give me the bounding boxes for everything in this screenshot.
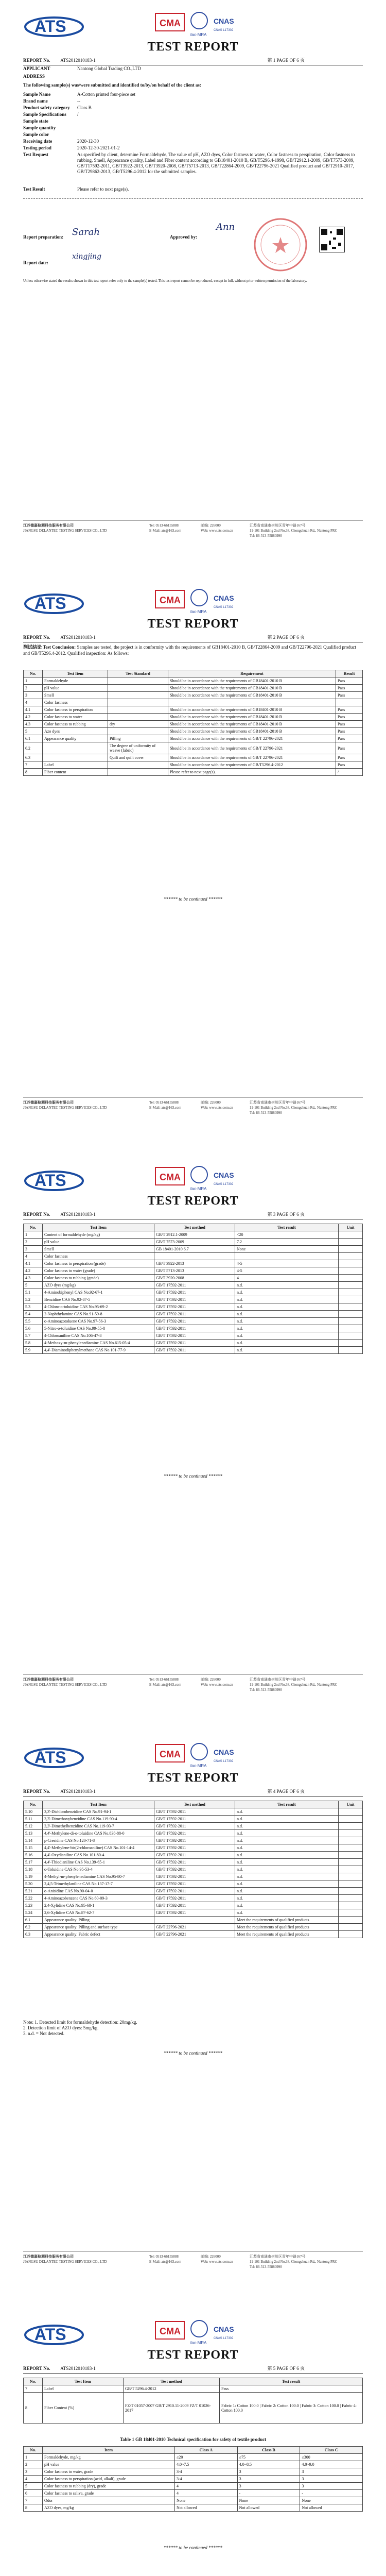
svg-text:CNAS L17302: CNAS L17302 [214,1760,234,1763]
svg-text:ATS: ATS [34,1748,66,1767]
table-row: 5.16 4,4'-Oxydianiline CAS No.101-80-4 GB/T 17592-2011 n.d. [24,1852,363,1859]
ilac-mra-icon [188,1740,211,1770]
test-result-table-2: No. Test Item Test method Test result Unit 5.10 3,3'-Dichlorobenzidine CAS No.91-94-1 GB/T 17592-2011 n.d. 5.11 3,3'-Dimethoxybenzidine CAS No.119-90-4 GB/T 17592-2011 n.d. 5.12 3,3'-Dimethylbenzidine CAS No.119-93-7 GB/T 17592-2011 n.d. 5.13 4,4'-Methylene-di-o-toluidine CAS No.838-88-0 GB/T 17592-2011 n.d. 5.14 p-Cresidine CAS No.120-71-8 GB/T 17592-2011 n.d. 5.15 4,4'-Methylene-bis(2-chloroaniline) CAS No.101-14-4 GB/T 17592-2011 n.d. 5.16 4,4'-Oxydianiline CAS No.101-80-4 GB/T 17592-2011 n.d. 5.17 4,4'-Thiodianiline CAS No.139-65-1 GB/T 17592-2011 n.d. 5.18 o-Toluidine CAS No.95-53-4 GB/T 17592-2011 n.d. 5.19 4-Methyl-m-phenylenediamine CAS No.95-80-7 GB/T 17592-2011 n.d. 5.20 2,4,5-Trimethylaniline CAS No.137-17-7 GB/T 17592-2011 n.d. 5.21 o-Anisidine CAS No.90-04-0 GB/T 17592-2011 n.d. 5.22 4-Aminoazobenzene CAS No.60-09-3 GB/T 17592-2011 n.d. 5.23 2,4-Xylidine CAS No.95-68-1 GB/T 17592-2011 n.d. 5.24 2,6-Xylidine CAS No.87-62-7 GB/T 17592-2011 n.d. 6.1 Appearance quality: Pilling Meet the requirements of qualified products 6.2 Appearance quality: Pilling and surface type GB/T 22796-2021 Meet the requirements of qualified products 6.3 Appearance quality: Fabric defect GB/T 22796-2021 Meet the requirements of qualified products [23,1801,363,1938]
table-row: 5.4 2-Naphthylamine CAS No.91-59-8 GB/T 17592-2011 n.d. [24,1311,363,1318]
table-row: 5.6 5-Nitro-o-toluidine CAS No.99-55-8 GB/T 17592-2011 n.d. [24,1325,363,1332]
cma-cert-icon [154,2317,185,2347]
ilac-mra-icon [188,9,211,39]
svg-text:CNAS L17302: CNAS L17302 [214,2337,234,2340]
ats-logo-icon [23,587,85,618]
table-row: 5.17 4,4'-Thiodianiline CAS No.139-65-1 GB/T 17592-2011 n.d. [24,1859,363,1866]
fiber-label-table: No. Test Item Test method Test result 7 Label GB/T 5296.4-2012 Pass 8 Fiber Content (%) FZ/T 01057-2007 GB/T 2910.11-2009 FZ/T 01026-2017 Fabric 1: Cotton 100.0 | Fabric 2: Cotton 100.0 | Fabric 3: Cotton 100.0 | Fabric 4: Cotton 100.0 [23,2378,363,2424]
table-row: 5.2 Benzidine CAS No.92-87-5 GB/T 17592-2011 n.d. [24,1296,363,1303]
table-row: 1 Formaldehyde, mg/kg ≤20 ≤75 ≤300 [24,2454,363,2461]
table-notes: Note: 1. Detected limit for formaldehyde detection: 20mg/kg. 2. Detection limit of AZO dyes: 5mg/kg. 3. n.d. = Not detected. [23,2020,137,2036]
logo-text: ATS [34,17,66,36]
svg-text:CMA: CMA [160,595,181,605]
svg-text:CNAS: CNAS [214,1171,234,1179]
ilac-mra-icon [188,1163,211,1193]
table-row: 7 Odor None None None [24,2497,363,2504]
ats-logo-icon [23,2318,85,2349]
table-row: 1 Content of formaldehyde (mg/kg) GB/T 2912.1-2009 <20 [24,1231,363,1239]
page-header [0,0,386,57]
report-number-row: REPORT No. ATS2012010183-1 第 5 PAGE OF 6 页 [23,2365,363,2374]
svg-text:CMA: CMA [160,1749,181,1759]
report-title: TEST REPORT [147,2348,239,2362]
table-row: 6.3 Quilt and quilt cover Should be in accordance with the requirements of GB/T 22796-2021 Pass [24,754,363,761]
table-row: 6 Color fastness to saliva, grade 4 - - [24,2490,363,2497]
svg-text:CNAS L17302: CNAS L17302 [214,1183,234,1186]
table-row: 5.10 3,3'-Dichlorobenzidine CAS No.91-94-1 GB/T 17592-2011 n.d. [24,1808,363,1816]
svg-text:CMA: CMA [160,2326,181,2336]
svg-text:ilac-MRA: ilac-MRA [190,1187,207,1191]
table-row: 8 Fiber Content (%) FZ/T 01057-2007 GB/T 2910.11-2009 FZ/T 01026-2017 Fabric 1: Cotton 100.0 | Fabric 2: Cotton 100.0 | Fabric 3: Cotton 100.0 | Fabric 4: Cotton 100.0 [24,2393,363,2424]
report-page-3 [0,1154,386,1710]
cma-cert-icon [154,586,185,616]
report-number-row: REPORT No. ATS2012010183-1 第 1 PAGE OF 6 页 [23,57,363,65]
table-row: 6.2 The degree of uniformity of weave (fabric) Should be in accordance with the requirements of GB/T 22796-2021 Pass [24,742,363,754]
svg-text:CNAS: CNAS [214,2325,234,2333]
cnas-icon [213,2317,236,2347]
ats-logo-icon [23,10,85,41]
table-row: 5.24 2,6-Xylidine CAS No.87-62-7 GB/T 17592-2011 n.d. [24,1909,363,1917]
svg-text:ATS: ATS [34,594,66,613]
table-row: 5 AZO dyes (mg/kg) GB/T 17592-2011 n.d. [24,1282,363,1289]
table-row: 8 AZO dyes, mg/kg Not allowed Not allowed Not allowed [24,2504,363,2512]
page-footer: 江苏德嘉检测科技服务有限公司 JIANGSU DELANTEC TESTING SERVICES CO., LTD Tel: 0513-66155888 E-Mail: ats@163.com 邮编: 226000 Web: www.ats.com.cn 江苏省南通市崇川区青年中路167号 11-101 Building 2nd No.38, Chongchuan Rd., Nantong PRC Tel: 86-513-55880990 [23,1674,363,1677]
table-row: 4.1 Color fastness to perspiration (grade) GB/T 3922-2013 4-5 [24,1260,363,1267]
red-seal-icon [252,216,309,273]
qr-code-icon [319,227,345,252]
gb18401-spec-table: No. Item Class A Class B Class C 1 Formaldehyde, mg/kg ≤20 ≤75 ≤300 2 pH value 4.0~7.5 4.0~8.5 4.0~9.0 3 Color fastness to water, grade 3-4 3 3 4 Color fastness to perspiration (acid, alkali), grade 3-4 3 3 5 Color fastness to rubbing (dry), grade 4 3 3 6 Color fastness to saliva, grade 4 - - 7 Odor None None None 8 AZO dyes, mg/kg Not allowed Not allowed Not allowed [23,2446,363,2512]
table-row: 5.23 2,4-Xylidine CAS No.95-68-1 GB/T 17592-2011 n.d. [24,1902,363,1909]
report-note: Unless otherwise stated the results shown in this test report refer only to the sample(s) tested. This test report cannot be reproduced, except in full, without prior written permission of the laboratory. [23,279,307,283]
cnas-icon [213,586,236,616]
table-row: 1 Formaldehyde Should be in accordance with the requirements of GB18401-2010 B Pass [24,677,363,685]
table-row: 4.3 Color fastness to rubbing (grade) GB/T 3920-2008 4 [24,1275,363,1282]
table-row: 5.21 o-Anisidine CAS No.90-04-0 GB/T 17592-2011 n.d. [24,1888,363,1895]
report-number-row: REPORT No. ATS2012010183-1 第 3 PAGE OF 6 页 [23,1211,363,1219]
report-title: TEST REPORT [147,40,239,54]
table-row: 2 pH value GB/T 7573-2009 7.2 [24,1239,363,1246]
table-row: 4 Color fastness to perspiration (acid, alkali), grade 3-4 3 3 [24,2476,363,2483]
table-row: 7 Label GB/T 5296.4-2012 Pass [24,2385,363,2393]
table-row: 5.13 4,4'-Methylene-di-o-toluidine CAS No.838-88-0 GB/T 17592-2011 n.d. [24,1830,363,1837]
report-title: TEST REPORT [147,617,239,631]
table-row: 5.12 3,3'-Dimethylbenzidine CAS No.119-93-7 GB/T 17592-2011 n.d. [24,1823,363,1830]
table-row: 4.2 Color fastness to water (grade) GB/T 5713-2013 4-5 [24,1267,363,1275]
table-row: 4.3 Color fastness to rubbing dry Should be in accordance with the requirements of GB18401-2010 B Pass [24,721,363,728]
ilac-mra-icon [188,586,211,616]
table-row: 5.8 4-Methoxy-m-phenylenediamine CAS No.615-05-4 GB/T 17592-2011 n.d. [24,1340,363,1347]
svg-text:CNAS: CNAS [214,1748,234,1756]
cma-cert-icon [154,9,185,39]
signature-preparer: Sarah [72,227,100,238]
table-row: 3 Smell GB 18401-2010 6.7 None [24,1246,363,1253]
report-number-row: REPORT No. ATS2012010183-1 第 2 PAGE OF 6 页 [23,634,363,642]
table-row: 5 Azo dyes Should be in accordance with the requirements of GB18401-2010 B Pass [24,728,363,735]
table-row: 4.2 Color fastness to water Should be in accordance with the requirements of GB18401-2010 B Pass [24,714,363,721]
table-row: 5.11 3,3'-Dimethoxybenzidine CAS No.119-90-4 GB/T 17592-2011 n.d. [24,1816,363,1823]
table-row: 6.3 Appearance quality: Fabric defect GB/T 22796-2021 Meet the requirements of qualified products [24,1931,363,1938]
report-page-1: ATS CMA ilac-MRA CNAS CNAS L17302 TEST REPORT REPORT No. ATS2012010183-1 第 1 PAGE OF 6 页 APPLICANT Nantong Global Trading CO.,LTD ADDRESS The following sample(s) was/were submitted and identified to/by/on behalf of the client as: Sample Name A-Cotton printed four-piece set Brand name -- Product safety category Class B Sample Specifications / Sample state Sample quantity Sample color Receiving date 2020-12-30 Testing period 2020-12-30-2021-01-2 Test Request As specified by client, determine Formaldehyde, The value of pH, AZO dyes, Color fastness to water, Color fastness to perspiration, Color fastness to rubbing, Smell, Appearance quality, Label and Fiber content according to GB18401-2010 B, GB/T5296.4-1998, GB/T2912.1-2009, GB/T7573-2009, GB/T17592-2011, GB/T3922-2013, GB/T3920-2008, GB/T5713-2013, GB/T22864-2009, GB/T22796-2021 Qualified product and GB/T2910-2017, GB/T29862-2013, GB/T5296.4-2012 for the submitted samples. Test Result Please refer to next page(s). Report preparation: Sarah Approved by: Ann Report date: xingjing Unless otherwise stated the results shown in this test report refer only to the sample(s) tested. This test report cannot be reproduced, except in full, without prior written permission of the laboratory. 江苏德嘉检测科技服务有限公司 JIANGSU DELANTEC TESTING SERVICES CO., LTD Tel: 0513-66155888 E-Mail: ats@163.com 邮编: 226000 Web: www.ats.com.cn 江苏省南通市崇川区青年中路167号 11-101 Building 2nd No.38, Chongchuan Rd., Nantong PRC Tel: 86-513-55880990 [0,0,386,556]
svg-text:ilac-MRA: ilac-MRA [190,1764,207,1768]
table-row: 8 Fiber content Please refer to next page(s). / [24,769,363,776]
ats-logo-icon [23,1164,85,1195]
report-page-2 [0,577,386,1133]
page-footer: 江苏德嘉检测科技服务有限公司 JIANGSU DELANTEC TESTING SERVICES CO., LTD Tel: 0513-66155888 E-Mail: ats@163.com 邮编: 226000 Web: www.ats.com.cn 江苏省南通市崇川区青年中路167号 11-101 Building 2nd No.38, Chongchuan Rd., Nantong PRC Tel: 86-513-55880990 [23,1097,363,1100]
page-header [0,577,386,634]
table-row: 6.1 Appearance quality: Pilling Meet the requirements of qualified products [24,1917,363,1924]
svg-text:CNAS L17302: CNAS L17302 [214,606,234,609]
page-footer: 江苏德嘉检测科技服务有限公司 JIANGSU DELANTEC TESTING SERVICES CO., LTD Tel: 0513-66155888 E-Mail: ats@163.com 邮编: 226000 Web: www.ats.com.cn 江苏省南通市崇川区青年中路167号 11-101 Building 2nd No.38, Chongchuan Rd., Nantong PRC Tel: 86-513-55880990 [23,520,363,523]
continued-marker: ****** to be continued ****** [164,896,222,902]
cma-cert-icon [154,1163,185,1193]
cnas-icon [213,1163,236,1193]
test-conclusion: 测试结论 Test Conclusion: Samples are tested, the project is in conformity with the requirements of GB18401-2010 B, GB/T22864-2009 and GB/T22796-2021 Qualified product and GB/T5296.4-2012. Qualified inspection: As follows: [23,645,356,656]
page-header [0,1154,386,1211]
report-page-4 [0,1731,386,2287]
table-row: 3 Color fastness to water, grade 3-4 3 3 [24,2468,363,2476]
table-row: 7 Label Should be in accordance with the requirements of GB/T5296.4-2012 Pass [24,761,363,769]
svg-text:CNAS L17302: CNAS L17302 [214,29,234,32]
continued-marker: ****** to be continued ****** [164,2050,222,2056]
report-preparation: Report preparation: [23,234,64,240]
table-row: 6.2 Appearance quality: Pilling and surface type GB/T 22796-2021 Meet the requirements of qualified products [24,1924,363,1931]
continued-marker: ****** to be continued ****** [164,1473,222,1479]
svg-text:ATS: ATS [34,2325,66,2344]
svg-text:ilac-MRA: ilac-MRA [190,2341,207,2345]
table-row: 5.14 p-Cresidine CAS No.120-71-8 GB/T 17592-2011 n.d. [24,1837,363,1844]
table-row: 6.1 Appearance quality Pilling Should be in accordance with the requirements of GB/T 22796-2021 Pass [24,735,363,742]
table-row: 3 Smell Should be in accordance with the requirements of GB18401-2010 B Pass [24,692,363,699]
report-number-row: REPORT No. ATS2012010183-1 第 4 PAGE OF 6 页 [23,1788,363,1797]
conclusion-table: No. Test Item Test Standard Requirement Result 1 Formaldehyde Should be in accordance with the requirements of GB18401-2010 B Pass 2 pH value Should be in accordance with the requirements of GB18401-2010 B Pass 3 Smell Should be in accordance with the requirements of GB18401-2010 B Pass 4 Color fastness 4.1 Color fastness to perspiration Should be in accordance with the requirements of GB18401-2010 B Pass 4.2 Color fastness to water Should be in accordance with the requirements of GB18401-2010 B Pass 4.3 Color fastness to rubbing dry Should be in accordance with the requirements of GB18401-2010 B Pass 5 Azo dyes Should be in accordance with the requirements of GB18401-2010 B Pass 6.1 Appearance quality Pilling Should be in accordance with the requirements of GB/T 22796-2021 Pass 6.2 The degree of uniformity of weave (fabric) Should be in accordance with the requirements of GB/T 22796-2021 Pass 6.3 Quilt and quilt cover Should be in accordance with the requirements of GB/T 22796-2021 Pass 7 Label Should be in accordance with the requirements of GB/T5296.4-2012 Pass 8 Fiber content Please refer to next page(s). / [23,670,363,776]
table-row: 5.18 o-Toluidine CAS No.95-53-4 GB/T 17592-2011 n.d. [24,1866,363,1873]
table-row: 5.3 4-Chloro-o-toluidine CAS No.95-69-2 GB/T 17592-2011 n.d. [24,1303,363,1311]
table-row: 5.7 4-Chloroaniline CAS No.106-47-8 GB/T 17592-2011 n.d. [24,1332,363,1340]
svg-text:ilac-MRA: ilac-MRA [190,609,207,614]
table-row: 5.5 o-Aminoazotoluene CAS No.97-56-3 GB/T 17592-2011 n.d. [24,1318,363,1325]
approved-by: Approved by: [170,234,198,240]
test-result-table-1: No. Test Item Test method Test result Unit 1 Content of formaldehyde (mg/kg) GB/T 2912.1-2009 <20 2 pH value GB/T 7573-2009 7.2 3 Smell GB 18401-2010 6.7 None 4 Color fastness 4.1 Color fastness to perspiration (grade) GB/T 3922-2013 4-5 4.2 Color fastness to water (grade) GB/T 5713-2013 4-5 4.3 Color fastness to rubbing (grade) GB/T 3920-2008 4 5 AZO dyes (mg/kg) GB/T 17592-2011 n.d. 5.1 4-Aminobiphenyl CAS No.92-67-1 GB/T 17592-2011 n.d. 5.2 Benzidine CAS No.92-87-5 GB/T 17592-2011 n.d. 5.3 4-Chloro-o-toluidine CAS No.95-69-2 GB/T 17592-2011 n.d. 5.4 2-Naphthylamine CAS No.91-59-8 GB/T 17592-2011 n.d. 5.5 o-Aminoazotoluene CAS No.97-56-3 GB/T 17592-2011 n.d. 5.6 5-Nitro-o-toluidine CAS No.99-55-8 GB/T 17592-2011 n.d. 5.7 4-Chloroaniline CAS No.106-47-8 GB/T 17592-2011 n.d. 5.8 4-Methoxy-m-phenylenediamine CAS No.615-05-4 GB/T 17592-2011 n.d. 5.9 4,4'-Diaminodiphenylmethane CAS No.101-77-9 GB/T 17592-2011 n.d. [23,1224,363,1354]
svg-text:ilac-MRA: ilac-MRA [190,32,207,37]
table-row: 2 pH value Should be in accordance with the requirements of GB18401-2010 B Pass [24,685,363,692]
table-row: 5.20 2,4,5-Trimethylaniline CAS No.137-17-7 GB/T 17592-2011 n.d. [24,1880,363,1888]
signature-approver: Ann [216,222,235,232]
table-row: 5.9 4,4'-Diaminodiphenylmethane CAS No.101-77-9 GB/T 17592-2011 n.d. [24,1347,363,1354]
table-row: 5.22 4-Aminoazobenzene CAS No.60-09-3 GB/T 17592-2011 n.d. [24,1895,363,1902]
page-footer: 江苏德嘉检测科技服务有限公司 JIANGSU DELANTEC TESTING SERVICES CO., LTD Tel: 0513-66155888 E-Mail: ats@163.com 邮编: 226000 Web: www.ats.com.cn 江苏省南通市崇川区青年中路167号 11-101 Building 2nd No.38, Chongchuan Rd., Nantong PRC Tel: 86-513-55880990 [23,2251,363,2254]
report-page-5 [0,2308,386,2576]
cma-cert-icon [154,1740,185,1770]
ilac-mra-icon [188,2317,211,2347]
table-row: 5.19 4-Methyl-m-phenylenediamine CAS No.95-80-7 GB/T 17592-2011 n.d. [24,1873,363,1880]
table-row: 5 Color fastness to rubbing (dry), grade 4 3 3 [24,2483,363,2490]
divider [23,198,363,199]
page-header [0,2308,386,2365]
svg-text:CNAS: CNAS [214,17,234,25]
svg-text:CMA: CMA [160,1172,181,1182]
report-title: TEST REPORT [147,1194,239,1208]
table-row: 2 pH value 4.0~7.5 4.0~8.5 4.0~9.0 [24,2461,363,2468]
table-row: 5.15 4,4'-Methylene-bis(2-chloroaniline) CAS No.101-14-4 GB/T 17592-2011 n.d. [24,1844,363,1852]
ats-logo-icon [23,1741,85,1772]
report-date-label: Report date: [23,260,48,265]
page-header [0,1731,386,1788]
svg-text:ATS: ATS [34,1171,66,1190]
table-row: 4 Color fastness [24,1253,363,1260]
cnas-icon [213,1740,236,1770]
table-row: 4.1 Color fastness to perspiration Should be in accordance with the requirements of GB18401-2010 B Pass [24,706,363,714]
svg-text:CMA: CMA [160,18,181,28]
continued-marker: ****** to be continued ****** [164,2545,222,2550]
table-2-title: Table 1 GB 18401-2010 Technical specification for safety of textile product [119,2437,267,2442]
report-title: TEST REPORT [147,1771,239,1785]
signature-date: xingjing [72,252,102,261]
table-row: 4 Color fastness [24,699,363,706]
svg-text:CNAS: CNAS [214,594,234,602]
table-row: 5.1 4-Aminobiphenyl CAS No.92-67-1 GB/T 17592-2011 n.d. [24,1289,363,1296]
cnas-icon [213,9,236,39]
